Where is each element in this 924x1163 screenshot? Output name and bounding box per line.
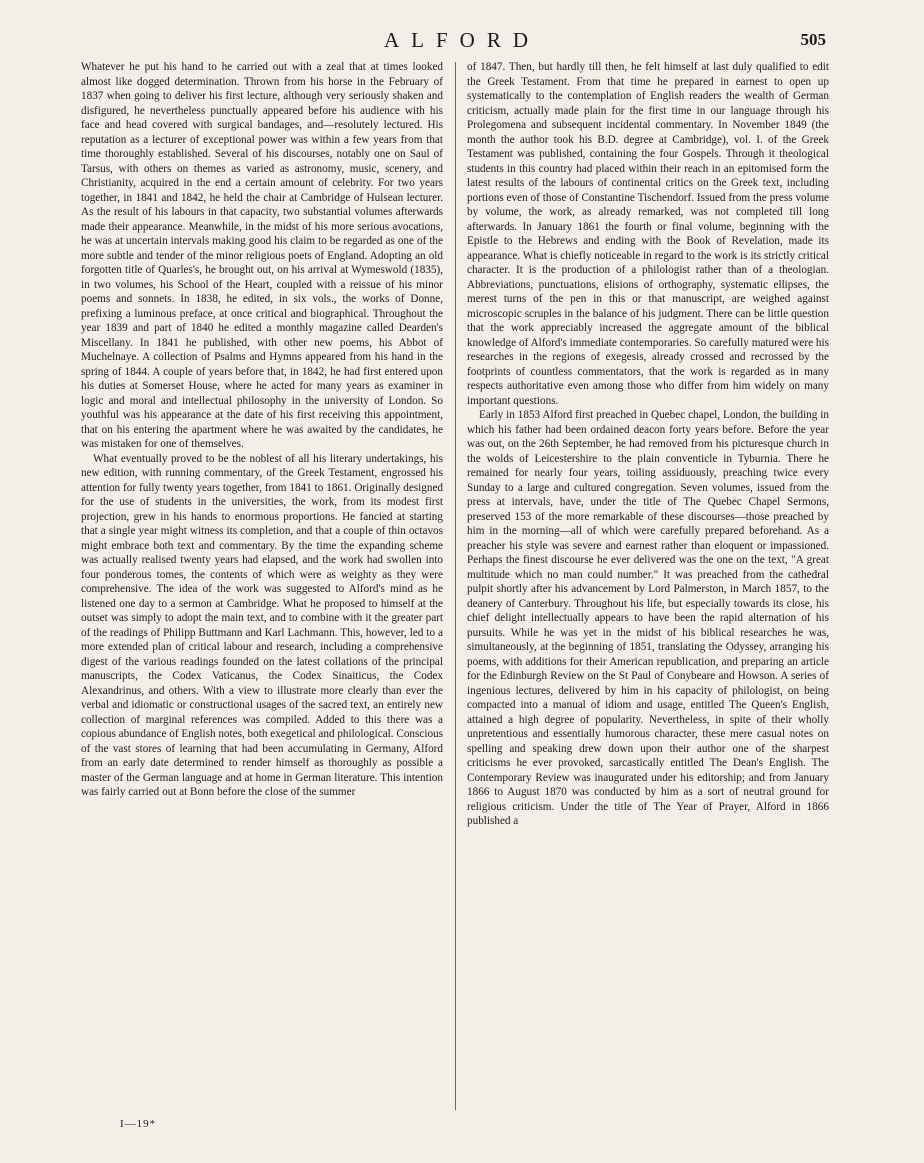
paragraph: Early in 1853 Alford first preached in Quebec chapel, London, the building in which his father had been ordained deacon forty years before. Before the year was out, on the 26th September, he had removed from his picturesque church in the wolds of Leicestershire to the plain conventicle in Tyburnia. There he remained for nearly four years, toiling assiduously, preaching twice every Sunday to a large and cultured congregation. Seven volumes, issued from the press at intervals, have, under the title of The Quebec Chapel Sermons, preserved 153 of the more remarkable of these discourses—those preached by him in the morning—all of which were carefully prepared beforehand. As a preacher his style was severe and earnest rather than eloquent or impassioned. Perhaps the finest discourse he ever delivered was the one on the text, "A great multitude which no man could number." It was preached from the cathedral pulpit shortly after his advancement by Lord Palmerston, in March 1857, to the deanery of Canterbury. Throughout his life, but especially towards its close, his chief delight intellectually appears to have been the rapid alternation of his pursuits. While he was yet in the midst of his biblical researches he was, simultaneously, at the beginning of 1851, translating the Odyssey, arranging his poems, with additions for their American republication, and preparing an article for the Edinburgh Review on the St Paul of Conybeare and Howson. A series of ingenious lectures, delivered by him in his capacity of philologist, on being compacted into a manual of idiom and usage, entitled The Queen's English, attained a high degree of popularity. Nevertheless, in spite of their wholly unpretentious and essentially humorous character, these mere casual notes on spelling and speaking drew down upon their author one of the sharpest criticisms he ever provoked, sarcastically entitled The Dean's English. The Contemporary Review was inaugurated under his editorship; and from January 1866 to August 1870 was conducted by him as a sort of neutral ground for religious criticism. Under the title of The Year of Prayer, Alford in 1866 published a (467, 409, 829, 827)
running-head (0, 28, 924, 58)
paragraph: What eventually proved to be the noblest of all his literary undertakings, his new edition, with running commentary, of the Greek Testament, engrossed his attention for fully twenty years together, from 1841 to 1861. Originally designed for the use of students in the universities, the work, from its modest first projection, grew in his hands to enormous proportions. He fancied at starting that a single year might witness its completion, and that a couple of thin octavos might embrace both text and commentary. By the time the expanding scheme was actually realised twenty years had elapsed, and the work had swollen into four ponderous tomes, the contents of which were as weighty as they were comprehensive. The idea of the work was suggested to Alford's mind as he listened one day to a sermon at Cambridge. What he proposed to himself at the outset was simply to adopt the main text, and to combine with it the greater part of the readings of Philipp Buttmann and Karl Lachmann. This, however, led to a more extended plan of critical labour and research, including a comprehensive digest of the various readings founded on the latest collations of the principal manuscripts, the Codex Vaticanus, the Codex Sinaiticus, the Codex Alexandrinus, and others. With a view to illustrate more clearly than ever the verbal and idiomatic or constructional usages of the sacred text, an entirely new collection of marginal references was compiled. Added to this there was a copious abundance of English notes, both exegetical and philological. Conscious of the vast stores of learning that had been accumulating in Germany, Alford from an early date determined to render himself as thoroughly as possible a master of the German language and at home in German literature. This intention was fairly carried out at Bonn before the close of the summer (81, 452, 443, 798)
page-number: 505 (800, 30, 826, 49)
right-column (467, 60, 829, 1110)
signature-mark: I—19* (120, 1118, 157, 1130)
paragraph: Whatever he put his hand to he carried out with a zeal that at times looked almost like dogged determination. Thrown from his horse in the February of 1837 when going to deliver his first lecture, although very seriously shaken and disfigured, he nevertheless punctually appeared before his audience with his face and head covered with surgical bandages, and—resolutely lectured. His reputation as a lecturer of exceptional power was within a few years from that time thoroughly established. Several of his discourses, notably one on Saul of Tarsus, with others on themes as varied as astronomy, music, scenery, and Christianity, acquired in the end a certain amount of celebrity. For two years together, in 1841 and 1842, he held the chair at Cambridge of Hulsean lecturer. As the result of his labours in that capacity, two substantial volumes afterwards made their appearance. Meanwhile, in the midst of his more serious avocations, he was at uncertain intervals making good his claim to be regarded as one of the more subtle and tender of the minor religious poets of England. Adopting an old forgotten title of Quarles's, he brought out, on his arrival at Wymeswold (1835), in two volumes, his School of the Heart, coupled with a reissue of his minor poems and sonnets. In 1838, he edited, in six vols., the works of Donne, prefixing a luminous preface, at once critical and biographical. Throughout the year 1839 and part of 1840 he edited a monthly magazine called Dearden's Miscellany. In 1841 he published, with other new poems, his Abbot of Muchelnaye. A collection of Psalms and Hymns appeared from his hand in the spring of 1844. A couple of years before that, in 1842, he had first entered upon his duties at Somerset House, where he acted for many years as examiner in logic and moral and intellectual philosophy in the university of London. So youthful was his appearance at the date of his first receiving this appointment, that on his entering the apartment where he was awaited by the candidates, he was mistaken for one of themselves. (81, 61, 443, 450)
running-title: ALFORD (383, 28, 540, 52)
left-column (81, 60, 443, 1110)
paragraph: of 1847. Then, but hardly till then, he felt himself at last duly qualified to edit the Greek Testament. From that time he prepared in earnest to open up systematically to the contemplation of English readers the wealth of German criticism, actually made plain for the first time in our language through his Prolegomena and subsequent incidental commentary. In November 1849 (the month the author took his B.D. degree at Cambridge), vol. I. of the Greek Testament was published, containing the four Gospels. Through it theological students in this country had placed within their reach in an epitomised form the latest results of the labours of continental critics on the Greek text, including portions even of those of Constantine Tischendorf. Issued from the press volume by volume, the work, as already remarked, was not completed till long afterwards. In January 1861 the fourth or final volume, beginning with the Epistle to the Hebrews and ending with the Book of Revelation, made its appearance. What is chiefly noticeable in regard to the work is its strictly critical character. It is the production of a philologist rather than of a theologian. Abbreviations, punctuations, elisions of orthography, systematic ellipses, the merest turns of the pen in this or that manuscript, are weighed against microscopic scruples in the balance of his judgment. There can be little question that the work appreciably increased the aggregate amount of the biblical knowledge of Alford's immediate contemporaries. So carefully matured were his researches in the regions of exegesis, already crossed and recrossed by the footprints of countless commentators, that the work is regarded as in many respects authoritative even among those who differ from him widely on many important questions. (467, 61, 829, 407)
column-divider (455, 62, 456, 1110)
